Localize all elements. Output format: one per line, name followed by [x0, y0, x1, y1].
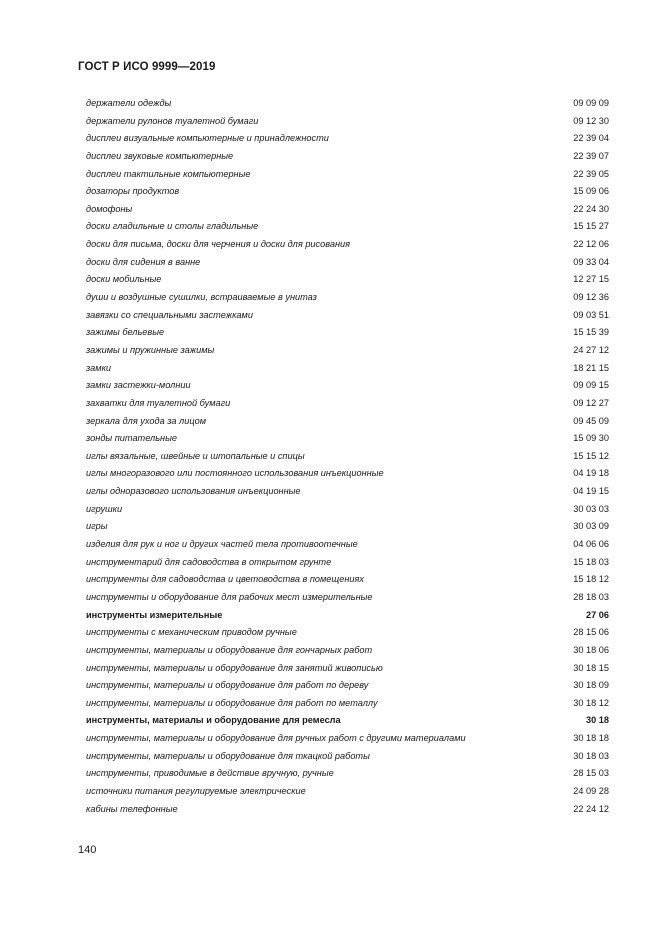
entry-term: инструменты, материалы и оборудование для ткацкой работы — [86, 750, 370, 761]
entry-code: 18 21 15 — [573, 362, 609, 373]
index-entry — [86, 677, 609, 695]
entry-term: дисплеи звуковые компьютерные — [86, 150, 234, 161]
entry-code: 15 09 06 — [573, 186, 609, 197]
index-entry — [86, 554, 609, 572]
index-entry — [86, 536, 609, 554]
entry-code: 24 09 28 — [573, 785, 609, 796]
index-entry — [86, 571, 609, 589]
entry-term: замки застежки-молнии — [86, 380, 191, 391]
index-entry — [86, 342, 609, 360]
entry-term: инструменты измерительные — [86, 609, 223, 620]
entry-term: зажимы и пружинные зажимы — [86, 344, 215, 355]
index-entry — [86, 765, 609, 783]
index-entry — [86, 589, 609, 607]
index-entry — [86, 130, 609, 148]
entry-code: 09 12 30 — [573, 115, 609, 126]
entry-code: 28 15 06 — [573, 627, 609, 638]
page-number: 140 — [78, 844, 97, 856]
entry-term: дисплеи тактильные компьютерные — [86, 168, 251, 179]
entry-code: 12 27 15 — [573, 274, 609, 285]
entry-code: 22 24 12 — [573, 803, 609, 814]
entry-term: инструменты, приводимые в действие вручную, ручные — [86, 768, 334, 779]
entry-code: 15 18 03 — [573, 556, 609, 567]
entry-code: 09 12 36 — [573, 292, 609, 303]
index-entry — [86, 748, 609, 766]
entry-code: 09 03 51 — [573, 309, 609, 320]
entry-term: доски мобильные — [86, 274, 162, 285]
index-entry — [86, 360, 609, 378]
entry-term: источники питания регулируемые электрические — [86, 785, 306, 796]
index-entry — [86, 166, 609, 184]
index-entry — [86, 660, 609, 678]
entry-code: 22 12 06 — [573, 239, 609, 250]
entry-code: 30 18 03 — [573, 750, 609, 761]
entry-term: инструменты, материалы и оборудование для занятий живописью — [86, 662, 383, 673]
entry-code: 09 09 09 — [573, 98, 609, 108]
entry-term: иглы одноразового использования инъекционные — [86, 486, 301, 497]
index-entry — [86, 518, 609, 536]
index-entry — [86, 324, 609, 342]
entry-code: 28 18 03 — [573, 591, 609, 602]
entry-code: 04 19 15 — [573, 486, 609, 497]
index-entry — [86, 642, 609, 660]
index-entry — [86, 113, 609, 131]
entry-term: дисплеи визуальные компьютерные и принадлежности — [86, 133, 329, 144]
entry-term: зажимы бельевые — [86, 327, 165, 338]
entry-code: 09 12 27 — [573, 397, 609, 408]
entry-term: инструменты, материалы и оборудование для работ по металлу — [86, 697, 378, 708]
entry-code: 09 45 09 — [573, 415, 609, 426]
entry-code: 30 18 12 — [573, 697, 609, 708]
entry-term: зеркала для ухода за лицом — [86, 415, 207, 426]
entry-term: игрушки — [86, 503, 123, 514]
entry-term: доски гладильные и столы гладильные — [86, 221, 259, 232]
entry-code: 09 33 04 — [573, 256, 609, 267]
index-entry — [86, 95, 609, 113]
entry-code: 22 24 30 — [573, 203, 609, 214]
index-entry — [86, 307, 609, 325]
index-entry — [86, 395, 609, 413]
entry-code: 30 03 03 — [573, 503, 609, 514]
entry-term: инструменты, материалы и оборудование для ручных работ с другими материалами — [86, 733, 466, 744]
entry-term: завязки со специальными застежками — [86, 309, 253, 320]
entry-term: иглы вязальные, швейные и штопальные и спицы — [86, 450, 305, 461]
entry-term: доски для сидения в ванне — [86, 256, 201, 267]
entry-term: инструментарий для садоводства в открытом грунте — [86, 556, 332, 567]
entry-term: держатели рулонов туалетной бумаги — [86, 115, 259, 126]
entry-term: инструменты, материалы и оборудование для гончарных работ — [86, 644, 373, 655]
entry-code: 30 18 — [586, 715, 609, 726]
entry-term: замки — [86, 362, 112, 373]
index-entry — [86, 413, 609, 431]
entry-code: 22 39 05 — [573, 168, 609, 179]
entry-code: 22 39 07 — [573, 150, 609, 161]
entry-term: инструменты, материалы и оборудование для ремесла — [86, 715, 341, 726]
document-header: ГОСТ Р ИСО 9999—2019 — [78, 61, 216, 73]
entry-code: 04 06 06 — [573, 539, 609, 550]
index-entry — [86, 483, 609, 501]
index-section-heading — [86, 712, 609, 730]
entry-code: 15 15 27 — [573, 221, 609, 232]
index-entry — [86, 783, 609, 801]
entry-code: 24 27 12 — [573, 344, 609, 355]
index-entry — [86, 236, 609, 254]
entry-term: держатели одежды — [86, 98, 172, 108]
entry-code: 15 18 12 — [573, 574, 609, 585]
index-entry — [86, 695, 609, 713]
entry-code: 04 19 18 — [573, 468, 609, 479]
entry-code: 30 03 09 — [573, 521, 609, 532]
index-entry — [86, 148, 609, 166]
entry-term: инструменты для садоводства и цветоводства в помещениях — [86, 574, 365, 585]
index-entry — [86, 201, 609, 219]
index-entry — [86, 465, 609, 483]
entry-code: 27 06 — [586, 609, 609, 620]
entry-code: 22 39 04 — [573, 133, 609, 144]
entry-code: 28 15 03 — [573, 768, 609, 779]
index-entry — [86, 801, 609, 819]
index-section-heading — [86, 607, 609, 625]
index-entry — [86, 218, 609, 236]
entry-term: игры — [86, 521, 108, 532]
entry-term: кабины телефонные — [86, 803, 178, 814]
index-entry — [86, 271, 609, 289]
index-entry — [86, 448, 609, 466]
entry-term: зонды питательные — [86, 433, 177, 444]
entry-term: доски для письма, доски для черчения и доски для рисования — [86, 239, 351, 250]
index-entry — [86, 430, 609, 448]
index-entry — [86, 289, 609, 307]
entry-term: души и воздушные сушилки, встраиваемые в унитаз — [86, 292, 317, 303]
index-entry — [86, 501, 609, 519]
index-entry — [86, 254, 609, 272]
entry-term: инструменты, материалы и оборудование для работ по дереву — [86, 680, 369, 691]
entry-term: иглы многоразового или постоянного использования инъекционные — [86, 468, 384, 479]
entry-code: 15 15 39 — [573, 327, 609, 338]
entry-term: инструменты и оборудование для рабочих мест измерительные — [86, 591, 373, 602]
entry-code: 30 18 15 — [573, 662, 609, 673]
entry-code: 30 18 06 — [573, 644, 609, 655]
entry-term: дозаторы продуктов — [86, 186, 180, 197]
entry-code: 30 18 09 — [573, 680, 609, 691]
entry-term: захватки для туалетной бумаги — [86, 397, 231, 408]
index-entry-list — [86, 95, 609, 818]
index-entry — [86, 377, 609, 395]
entry-term: инструменты с механическим приводом ручные — [86, 627, 297, 638]
index-entry — [86, 183, 609, 201]
entry-term: изделия для рук и ног и других частей тела противоотечные — [86, 539, 358, 550]
entry-code: 15 09 30 — [573, 433, 609, 444]
entry-code: 15 15 12 — [573, 450, 609, 461]
entry-code: 09 09 15 — [573, 380, 609, 391]
index-entry — [86, 624, 609, 642]
entry-code: 30 18 18 — [573, 733, 609, 744]
entry-term: домофоны — [86, 203, 133, 214]
index-entry — [86, 730, 609, 748]
